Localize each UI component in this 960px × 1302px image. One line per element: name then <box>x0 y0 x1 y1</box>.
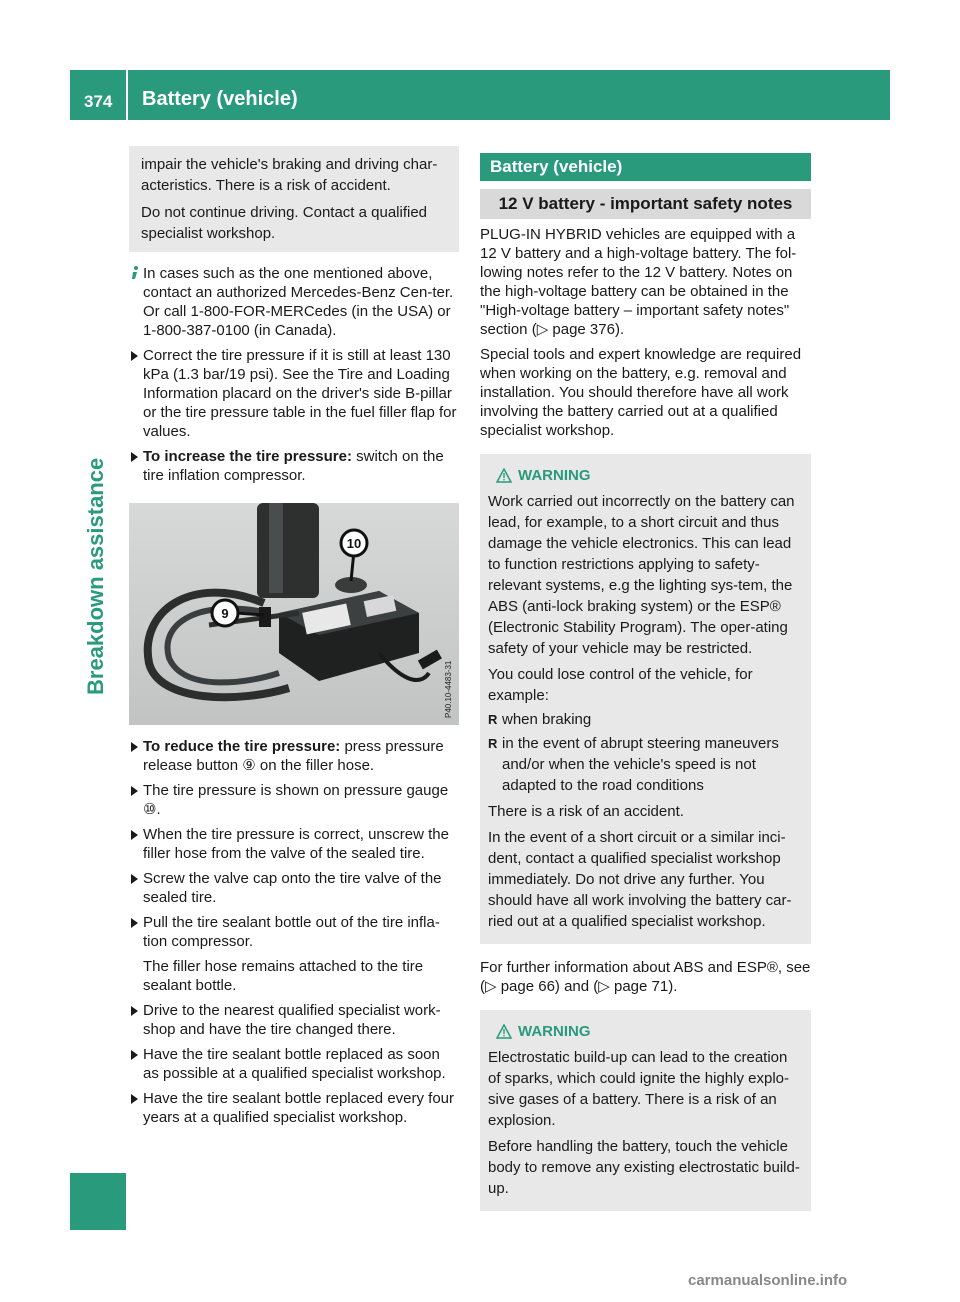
page-header <box>70 70 890 120</box>
page-number: 374 <box>84 92 113 111</box>
step-pressure-gauge <box>129 781 459 819</box>
step-text: switch on the tire inflation compressor. <box>143 448 444 484</box>
step-correct-pressure <box>129 346 459 441</box>
left-column <box>129 146 459 1127</box>
step-text: Pull the tire sealant bottle out of the tire infla-tion compressor. <box>143 914 440 950</box>
bullet-text: in the event of abrupt steering maneuvers and/or when the vehicle's speed is not adapted to the road conditions <box>502 735 779 794</box>
step-pull-bottle <box>129 913 459 995</box>
special-tools-paragraph: Special tools and expert knowledge are required when working on the battery, e.g. removal and installation. You should therefore have all work involving the battery carried out at a qualified specialist workshop. <box>480 346 802 439</box>
callout-9-label: 9 <box>221 606 229 621</box>
step-reduce-pressure <box>129 737 459 775</box>
compressor-photo <box>129 503 459 725</box>
warning-text: You could lose control of the vehicle, for example: <box>488 666 753 704</box>
warning-text: In the event of a short circuit or a similar inci-dent, contact a qualified specialist workshop immediately. Do not drive any further. You should have all work involving the battery car-ried out at a qualified specialist workshop. <box>488 829 792 930</box>
step-text: press pressure release button ⑨ on the filler hose. <box>143 738 444 774</box>
step-text: When the tire pressure is correct, unscrew the filler hose from the valve of the sealed tire. <box>143 826 449 862</box>
bullet-marker: R <box>488 712 498 727</box>
page-title: Battery (vehicle) <box>142 88 298 110</box>
step-arrow-icon <box>131 874 138 884</box>
warning-continued-text-2: Do not continue driving. Contact a qualified specialist workshop. <box>141 204 428 242</box>
step-text: Screw the valve cap onto the tire valve of the sealed tire. <box>143 870 442 906</box>
warning-title-text: WARNING <box>518 1023 591 1040</box>
warning-box-electrostatic <box>480 1010 811 1211</box>
info-icon <box>129 265 141 281</box>
step-arrow-icon <box>131 918 138 928</box>
step-arrow-icon <box>131 1050 138 1060</box>
bullet-marker: R <box>488 736 498 751</box>
step-replace-bottle-every-four-years <box>129 1089 459 1127</box>
header-divider <box>126 70 128 120</box>
step-increase-pressure <box>129 447 459 485</box>
info-text: In cases such as the one mentioned above, contact an authorized Mercedes-Benz Cen-ter. Or call 1-800-FOR-MERCedes (in the USA) or 1-800-387-0100 (in Canada). <box>143 265 454 339</box>
warning-text: Before handling the battery, touch the vehicle body to remove any existing electrostatic build-up. <box>488 1138 800 1197</box>
step-arrow-icon <box>131 786 138 796</box>
step-arrow-icon <box>131 1006 138 1016</box>
intro-paragraph: PLUG-IN HYBRID vehicles are equipped with a 12 V battery and a high-voltage battery. The fol-lowing notes refer to the 12 V battery. Notes on the high-voltage battery can be obtained in the "High-voltage battery – important safety notes" section (▷ page 376). <box>480 226 797 338</box>
right-column <box>480 153 811 1211</box>
bullet-item <box>488 733 803 796</box>
step-note: The filler hose remains attached to the tire sealant bottle. <box>143 958 424 994</box>
step-arrow-icon <box>131 351 138 361</box>
callout-10-label: 10 <box>346 536 362 551</box>
warning-triangle-icon <box>496 1024 512 1039</box>
warning-box-short-circuit <box>480 454 811 944</box>
section-header: Battery (vehicle) <box>480 153 811 181</box>
step-drive-to-workshop <box>129 1001 459 1039</box>
step-replace-bottle-soon <box>129 1045 459 1083</box>
step-text: Correct the tire pressure if it is still at least 130 kPa (1.3 bar/19 psi). See the Tire and Loading Information placard on the driver's side B-pillar or the tire pressure table in the fuel filler flap for values. <box>143 347 457 440</box>
warning-title-text: WARNING <box>518 467 591 484</box>
step-bold-label: To increase the tire pressure: <box>143 448 352 465</box>
warning-continued-box <box>129 146 459 252</box>
warning-text: There is a risk of an accident. <box>488 803 684 820</box>
step-arrow-icon <box>131 452 138 462</box>
step-arrow-icon <box>131 1094 138 1104</box>
warning-triangle-icon <box>496 468 512 483</box>
subsection-header: 12 V battery - important safety notes <box>480 189 811 219</box>
info-note <box>129 264 459 340</box>
step-text: Have the tire sealant bottle replaced as soon as possible at a qualified specialist workshop. <box>143 1046 446 1082</box>
photo-code: P40.10-4483-31 <box>444 660 453 718</box>
warning-title <box>496 466 803 486</box>
sidebar-tab-block <box>70 1173 126 1230</box>
warning-text: Electrostatic build-up can lead to the creation of sparks, which could ignite the highly explo-sive gases of a battery. There is a risk of an explosion. <box>488 1049 789 1129</box>
warning-title <box>496 1022 803 1042</box>
step-screw-valve-cap <box>129 869 459 907</box>
abs-esp-reference: For further information about ABS and ESP®, see (▷ page 66) and (▷ page 71). <box>480 959 811 995</box>
step-unscrew-hose <box>129 825 459 863</box>
sidebar-chapter-label: Breakdown assistance <box>83 457 108 695</box>
step-arrow-icon <box>131 742 138 752</box>
bullet-text: when braking <box>502 711 592 728</box>
step-arrow-icon <box>131 830 138 840</box>
step-bold-label: To reduce the tire pressure: <box>143 738 341 755</box>
bullet-item <box>488 709 803 730</box>
watermark: carmanualsonline.info <box>688 1272 848 1289</box>
warning-continued-text-1: impair the vehicle's braking and driving char-acteristics. There is a risk of accident. <box>141 156 438 194</box>
step-text: Have the tire sealant bottle replaced every four years at a qualified specialist workshop. <box>143 1090 455 1126</box>
step-text: Drive to the nearest qualified specialist work-shop and have the tire changed there. <box>143 1002 441 1038</box>
step-text: The tire pressure is shown on pressure gauge ⑩. <box>143 782 449 818</box>
warning-text: Work carried out incorrectly on the battery can lead, for example, to a short circuit and thus damage the vehicle electronics. This can lead to function restrictions applying to safety-relevant systems, e.g the lighting sys-tem, the ABS (anti-lock braking system) or the ESP® (Electronic Stability Program). The oper-ating safety of your vehicle may be restricted. <box>488 493 795 657</box>
